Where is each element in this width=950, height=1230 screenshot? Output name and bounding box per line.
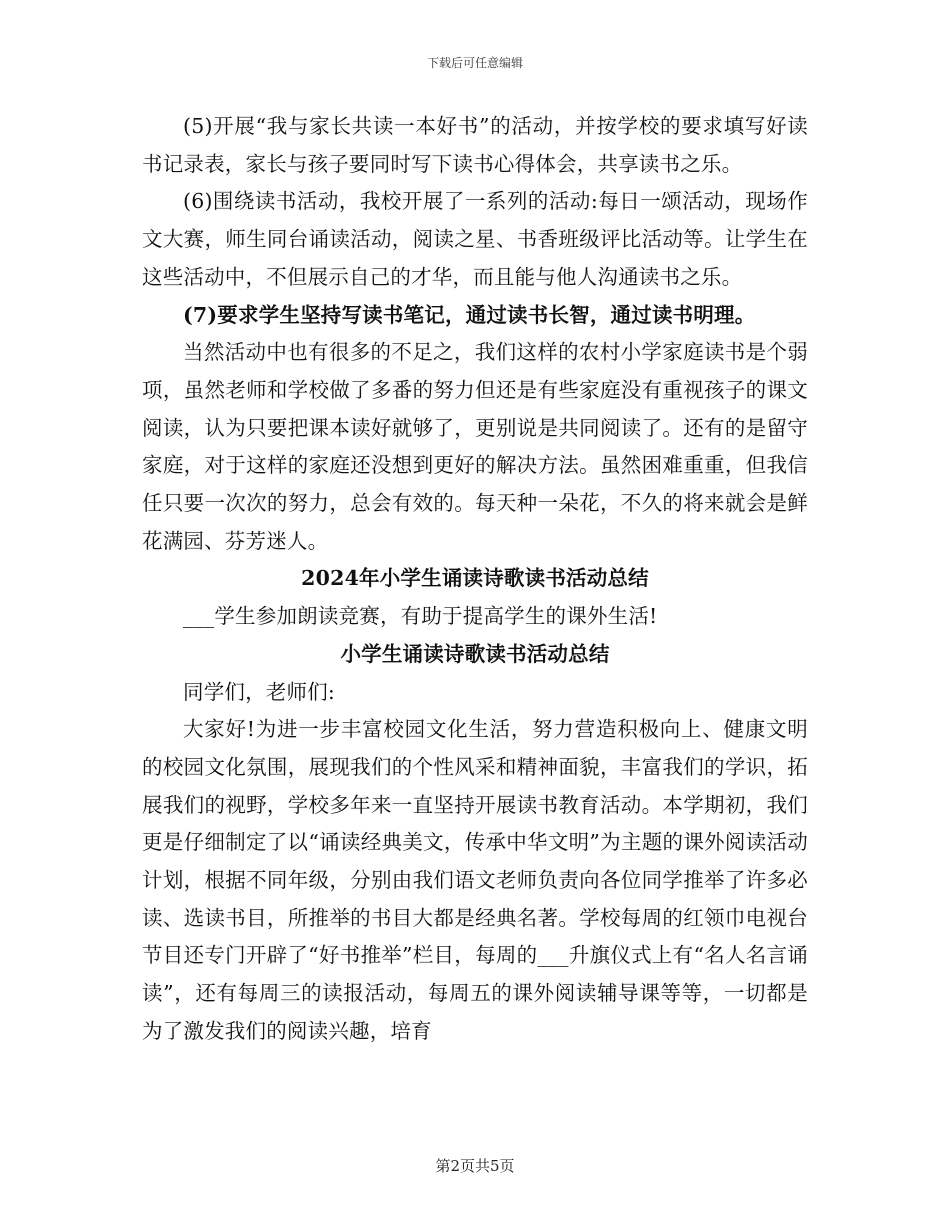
paragraph-item-7-bold: (7)要求学生坚持写读书笔记，通过读书长智，通过读书明理。 (183, 302, 756, 327)
page-header: 下载后可任意编辑 (426, 56, 523, 70)
paragraph-greeting: 同学们，老师们: (183, 679, 336, 704)
section-heading-summary: 小学生诵读诗歌读书活动总结 (340, 641, 610, 666)
section-heading-2024: 2024年小学生诵读诗歌读书活动总结 (301, 566, 649, 591)
paragraph-intro: ___学生参加朗读竞赛，有助于提高学生的课外生活! (183, 604, 658, 629)
page-number: 第2页共5页 (435, 1157, 515, 1175)
paragraph-shortcomings: 当然活动中也有很多的不足之，我们这样的农村小学家庭读书是个弱项，虽然老师和学校做了多番的努力但还是有些家庭没有重视孩子的课文阅读，认为只要把课本读好就够了，更别说是共同阅读了。还有的是留守家庭，对于这样的家庭还没想到更好的解决方法。虽然困难重重，但我信任只要一次次的努力，总会有效的。每天种一朵花，不久的将来就会是鲜花满园、芬芳迷人。 (142, 340, 808, 553)
paragraph-speech: 大家好!为进一步丰富校园文化生活，努力营造积极向上、健康文明的校园文化氛围，展现我们的个性风采和精神面貌，丰富我们的学识，拓展我们的视野，学校多年来一直坚持开展读书教育活动。本学期初，我们更是仔细制定了以“诵读经典美文，传承中华文明”为主题的课外阅读活动计划，根据不同年级，分别由我们语文老师负责向各位同学推举了许多必读、选读书目，所推举的书目大都是经典名著。学校每周的红领巾电视台节目还专门开辟了“好书推举”栏目，每周的___升旗仪式上有“名人名言诵读”，还有每周三的读报活动，每周五的课外阅读辅导课等等，一切都是为了激发我们的阅读兴趣，培育 (142, 717, 808, 1043)
paragraph-item-6: (6)围绕读书活动，我校开展了一系列的活动:每日一颂活动，现场作文大赛，师生同台诵读活动，阅读之星、书香班级评比活动等。让学生在这些活动中，不但展示自己的才华，而且能与他人沟通读书之乐。 (142, 189, 808, 289)
paragraph-item-5: (5)开展“我与家长共读一本好书”的活动，并按学校的要求填写好读书记录表，家长与孩子要同时写下读书心得体会，共享读书之乐。 (142, 114, 808, 176)
document-body (142, 108, 808, 1051)
